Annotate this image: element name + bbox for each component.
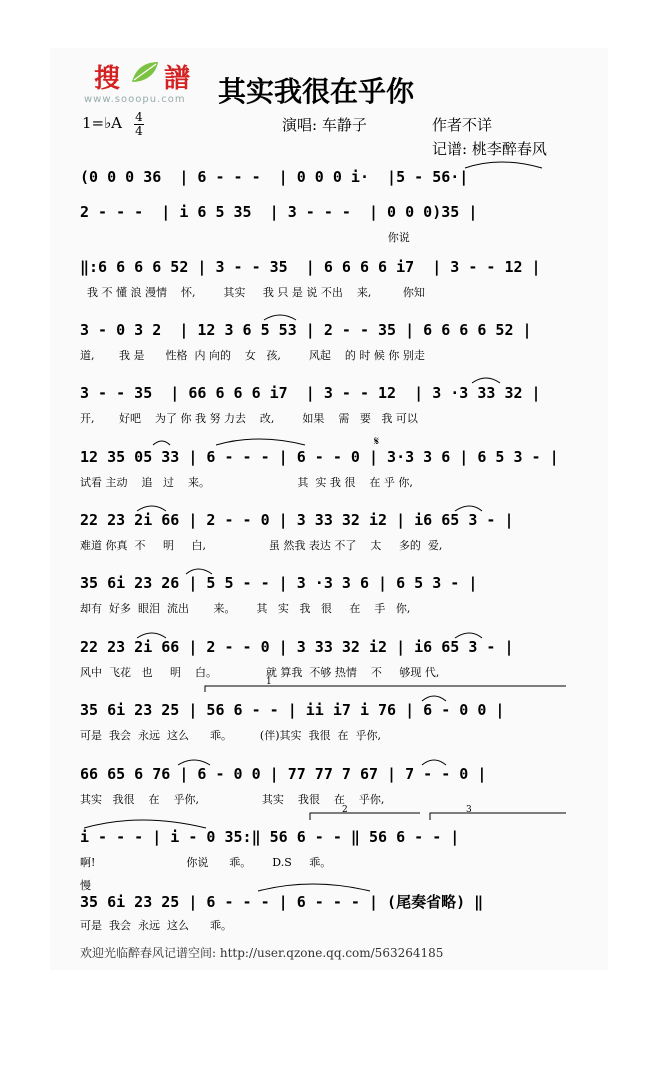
notes: 3 - - 35 | 66 6 6 6 i7 | 3 - - 12 | 3 ·3 33 32 | [80,384,541,402]
lyrics: 可是 我会 永远 这么 乖。 (伴)其实 我很 在 乎你, [80,729,381,742]
notes: 35 6i 23 25 | 6 - - - | 6 - - - | (尾奏省略) ‖ [80,893,484,911]
lyrics: 风中 飞花 也 明 白。 就 算我 不够 热情 不 够现 代, [80,666,440,679]
lyrics: 啊! 你说 乖。 D.S 乖。 [80,856,332,869]
singer: 演唱: 车静子 [282,116,367,134]
volta-3-bracket [430,813,566,820]
notes: 35 6i 23 25 | 56 6 - - | ii i7 i 76 | 6 - 0 0 | [80,701,505,719]
slur [465,162,542,168]
meter-top: 4 [135,110,143,124]
segno-sign: 𝄋 [374,434,380,448]
notes: (0 0 0 36 | 6 - - - | 0 0 0 i· |5 - 56·| [80,168,469,186]
slur [422,760,446,765]
lyrics: 道, 我 是 性格 内 向的 女 孩, 风起 的 时 候 你 别走 [80,349,425,362]
slur [455,506,482,511]
meter-bottom: 4 [135,124,143,138]
slur [472,378,500,383]
lyrics: 其实 我很 在 乎你, 其实 我很 在 乎你, [80,793,385,806]
notes: i - - - | i - 0 35:‖ 56 6 - - ‖ 56 6 - - | [80,828,460,846]
lyrics: 我 不 懂 浪 漫情 怀, 其实 我 只 是 说 不出 来, 你知 [80,286,425,299]
slur [153,441,170,445]
notes: 35 6i 23 26 | 5 5 - - | 3 ·3 3 6 | 6 5 3 - | [80,574,478,592]
volta-3-label: 3 [466,805,472,815]
volta-2-label: 2 [342,805,348,815]
notes: 66 65 6 76 | 6 - 0 0 | 77 77 7 67 | 7 - - 0 | [80,765,487,783]
notes: ‖:6 6 6 6 52 | 3 - - 35 | 6 6 6 6 i7 | 3 - - 12 | [80,258,541,276]
lyrics: 难道 你真 不 明 白, 虽 然我 表达 不了 太 多的 爱, [80,539,443,552]
logo-url: www.sooopu.com [84,94,186,105]
slur [178,760,210,765]
logo-char-sou: 搜 [94,64,121,94]
lyrics: 试看 主动 追 过 来。 其 实 我 很 在 乎 你, [80,476,413,489]
slur [137,506,166,511]
slur [137,633,166,638]
lyrics: 你说 [80,231,410,244]
notes: 3 - 0 3 2 | 12 3 6 5 53 | 2 - - 35 | 6 6 6 6 52 | [80,321,532,339]
slur [84,820,206,828]
volta-1-bracket [205,686,566,692]
slur [455,633,482,638]
transcriber: 记谱: 桃李醉春风 [432,140,547,158]
logo-char-pu: 譜 [164,64,191,94]
notes: 2 - - - | i 6 5 35 | 3 - - - | 0 0 0)35 | [80,203,478,221]
notes: 22 23 2i 66 | 2 - - 0 | 3 33 32 i2 | i6 65 3 - | [80,511,514,529]
volta-2-bracket [310,813,420,820]
song-title: 其实我很在乎你 [218,75,415,108]
lyrics: 却有 好多 眼泪 流出 来。 其 实 我 很 在 手 你, [80,602,411,615]
author: 作者不详 [432,116,493,134]
tempo-slow-mark: 慢 [80,879,91,892]
notes: 22 23 2i 66 | 2 - - 0 | 3 33 32 i2 | i6 65 3 - | [80,638,514,656]
slur [264,315,296,320]
slur [422,696,446,701]
notes: 12 35 05 33 | 6 - - - | 6 - - 0 | 3·3 3 6 | 6 5 3 - | [80,448,559,466]
lyrics: 可是 我会 永远 这么 乖。 [80,919,232,932]
lyrics: 开, 好吧 为了 你 我 努 力去 改, 如果 需 要 我 可以 [80,412,418,425]
slur [216,439,305,445]
footer-note: 欢迎光临醉春风记谱空间: http://user.qzone.qq.com/563264185 [80,946,444,960]
slur [258,884,370,891]
key-signature: 1=♭A [82,114,123,132]
volta-1-label: 1 [266,677,272,687]
slur [186,569,212,574]
